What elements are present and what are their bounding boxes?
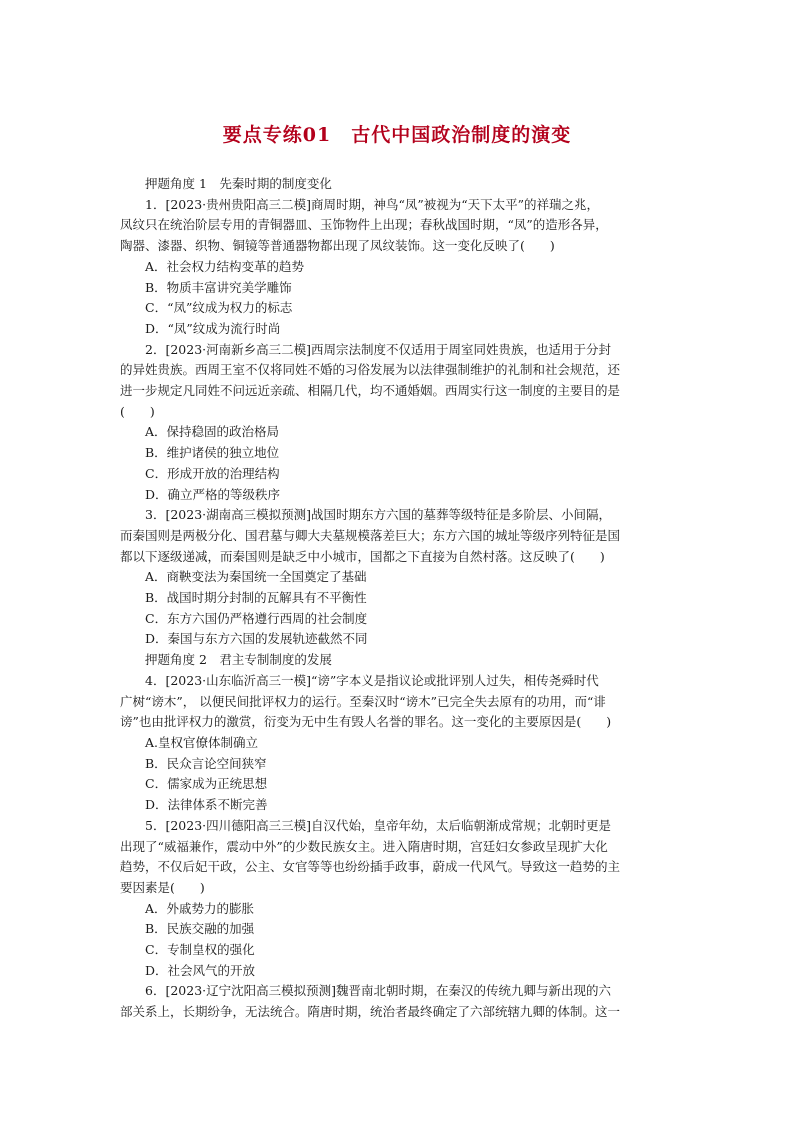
text-line: 要因素是( ) (120, 879, 205, 895)
text-line: 而秦国则是两极分化、国君墓与卿大夫墓规模落差巨大；东方六国的城址等级序列特征是国 (120, 527, 621, 543)
text-line: 广树“谤木”， 以便民间批评权力的运行。至秦汉时“谤木”已完全失去原有的功用，而“诽 (120, 693, 606, 709)
text-line: B．战国时期分封制的瓦解具有不平衡性 (145, 590, 367, 606)
section-heading: 押题角度 1 先秦时期的制度变化 (145, 176, 332, 191)
text-line: C．专制皇权的强化 (145, 942, 255, 958)
text-line: 3．[2023·湖南高三模拟预测]战国时期东方六国的墓葬等级特征是多阶层、小间隔， (145, 507, 611, 523)
text-line: 凤纹只在统治阶层专用的青铜器皿、玉饰物件上出现；春秋战国时期，“凤”的造形各异， (120, 217, 608, 233)
text-line: D．“凤”纹成为流行时尚 (145, 320, 281, 336)
text-line: D．秦国与东方六国的发展轨迹截然不同 (145, 631, 368, 647)
text-line: ( ) (120, 403, 155, 419)
text-line: A．外戚势力的膨胀 (145, 900, 255, 916)
text-line: 陶器、漆器、织物、铜镜等普通器物都出现了凤纹装饰。这一变化反映了( ) (120, 238, 555, 254)
text-line: 1．[2023·贵州贵阳高三二模]商周时期，神鸟“凤”被视为“天下太平”的祥瑞之兆， (145, 196, 600, 212)
text-line: 都以下逐级递减，而秦国则是缺乏中小城市，国都之下直接为自然村落。这反映了( ) (120, 548, 605, 564)
text-line: 5．[2023·四川德阳高三三模]自汉代始，皇帝年幼，太后临朝渐成常规；北朝时更是 (145, 817, 611, 833)
text-line: C．“凤”纹成为权力的标志 (145, 300, 293, 316)
text-line: 部关系上，长期纷争，无法统合。隋唐时期，统治者最终确定了六部统辖九卿的体制。这一 (120, 1004, 621, 1020)
text-line: C．形成开放的治理结构 (145, 465, 280, 481)
text-line: 4．[2023·山东临沂高三一模]“谤”字本义是指议论或批评别人过失，相传尧舜时代 (145, 672, 599, 688)
text-line: 的异姓贵族。西周王室不仅将同姓不婚的习俗发展为以法律强制维护的礼制和社会规范，还 (120, 362, 621, 378)
text-line: 6．[2023·辽宁沈阳高三模拟预测]魏晋南北朝时期，在秦汉的传统九卿与新出现的六 (145, 983, 611, 999)
text-line: 2．[2023·河南新乡高三二模]西周宗法制度不仅适用于周室同姓贵族，也适用于分封 (145, 341, 611, 357)
text-line: D．社会风气的开放 (145, 962, 256, 978)
text-line: A.皇权官僚体制确立 (145, 734, 259, 750)
text-line: D．法律体系不断完善 (145, 797, 268, 813)
text-line: B．维护诸侯的独立地位 (145, 445, 280, 461)
text-line: 趋势，不仅后妃干政，公主、女官等等也纷纷插手政事，蔚成一代风气。导致这一趋势的主 (120, 859, 621, 875)
text-line: A．保持稳固的政治格局 (145, 424, 280, 440)
text-line: C．东方六国仍严格遵行西周的社会制度 (145, 610, 368, 626)
text-line: B．民族交融的加强 (145, 921, 255, 937)
text-line: A．商鞅变法为秦国统一全国奠定了基础 (145, 569, 367, 585)
text-line: 进一步规定凡同姓不问远近亲疏、相隔几代，均不通婚姻。西周实行这一制度的主要目的是 (120, 383, 621, 399)
document-body (120, 174, 676, 1023)
text-line: A．社会权力结构变革的趋势 (145, 258, 305, 274)
text-line: B．物质丰富讲究美学雕饰 (145, 279, 292, 295)
text-line: D．确立严格的等级秩序 (145, 486, 281, 502)
page-title: 要点专练01 古代中国政治制度的演变 (222, 124, 572, 146)
text-line: C．儒家成为正统思想 (145, 776, 268, 792)
text-line: B．民众言论空间狭窄 (145, 755, 267, 771)
section-heading: 押题角度 2 君主专制制度的发展 (145, 652, 332, 668)
text-line: 出现了“威福兼作，震动中外”的少数民族女主。进入隋唐时期，宫廷妇女参政呈现扩大化 (120, 838, 608, 854)
text-line: 谤”也由批评权力的激赏，衍变为无中生有毁人名誉的罪名。这一变化的主要原因是( ) (120, 714, 612, 730)
